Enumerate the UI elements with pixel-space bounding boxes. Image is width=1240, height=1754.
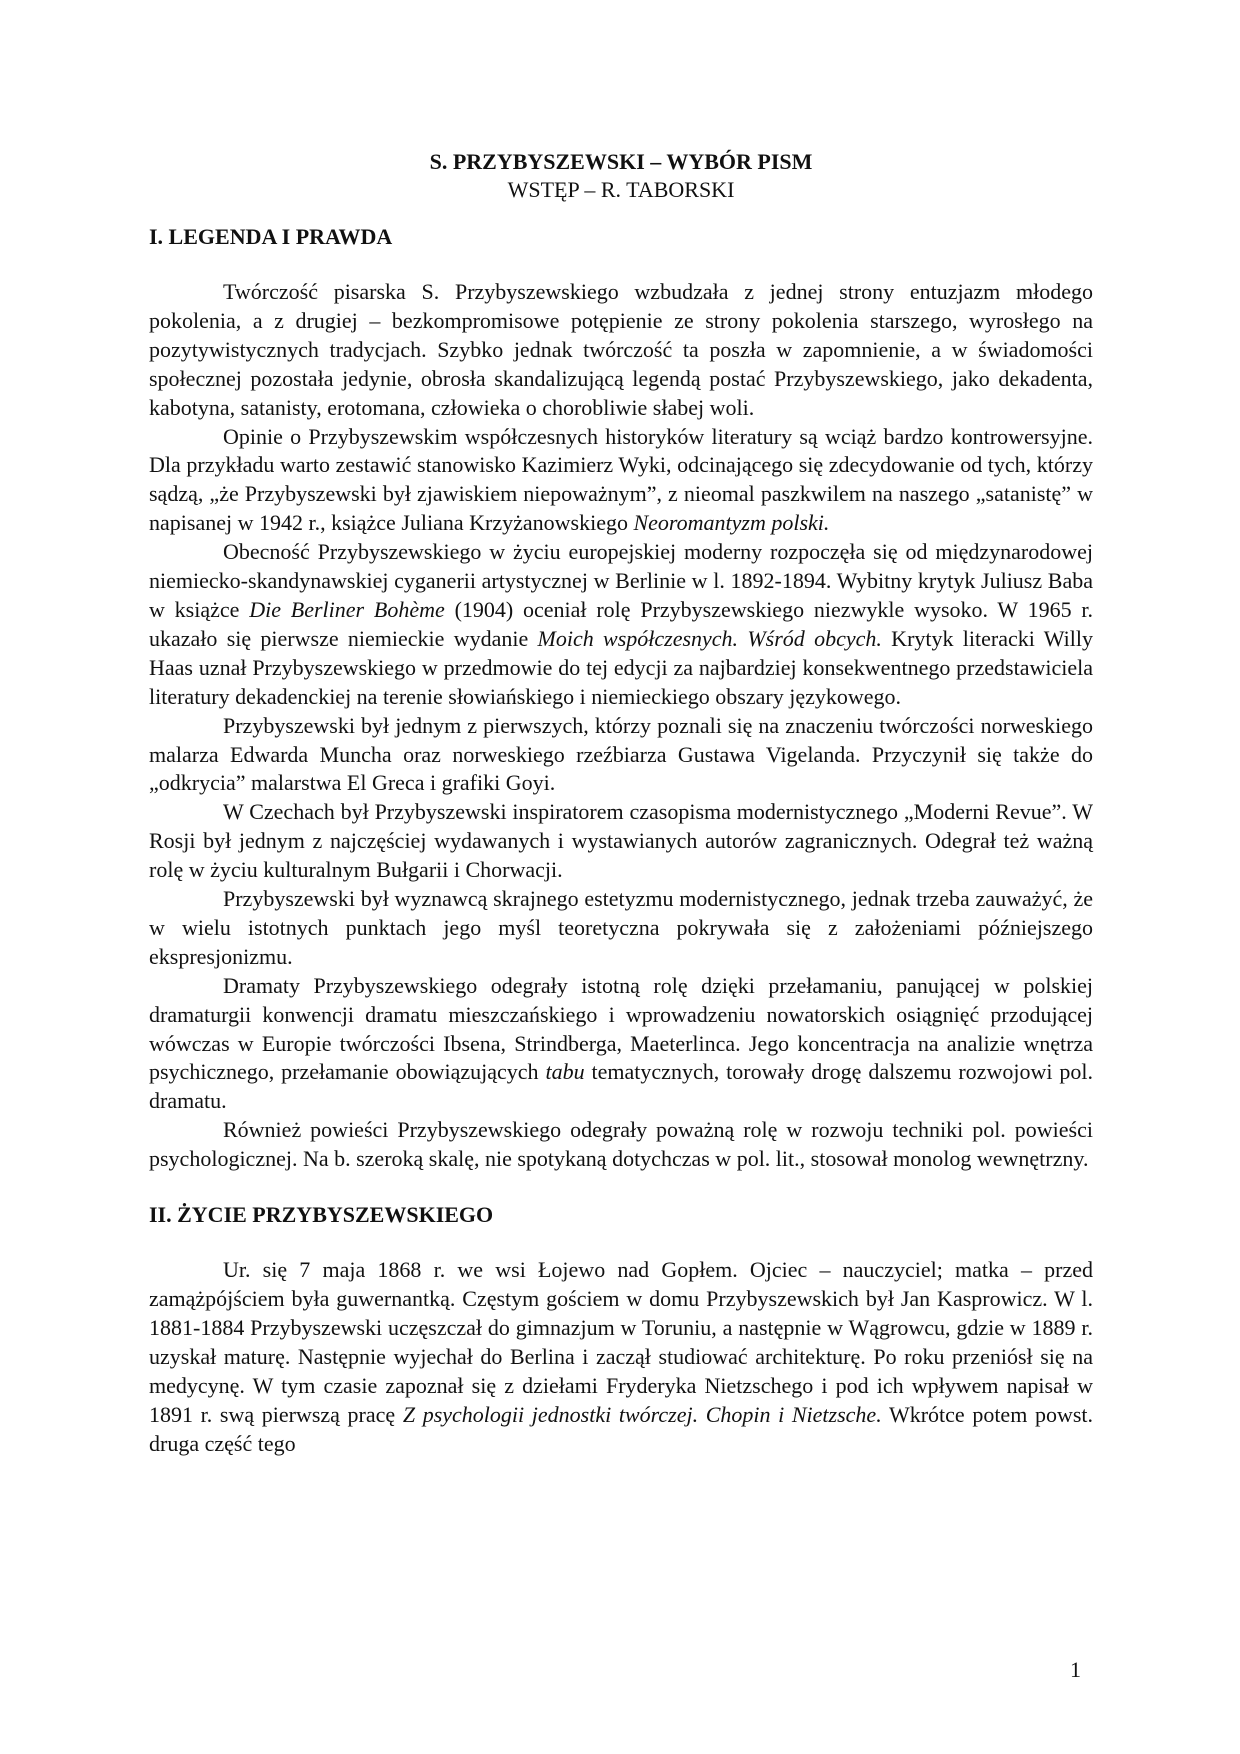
paragraph-text: Ur. się 7 maja 1868 r. we wsi Łojewo nad Gopłem. Ojciec – nauczyciel; matka – przed zamążpójściem była guwernantką. Częstym gościem w domu Przybyszewskich był Jan Kasprowicz. W l. 1881-1884 Przybyszewski uczęszczał do gimnazjum w Toruniu, a następnie w Wągrowcu, gdzie w 1889 r. uzyskał maturę. Następnie wyjechał do Berlina i zaczął studiować architekturę. Po roku przeniósł się na medycynę. W tym czasie zapoznał się z dziełami Fryderyka Nietzschego i pod ich wpływem napisał w 1891 r. swą pierwszą pracę bbox=[149, 1257, 1093, 1427]
paragraph-text: tematycznych, torowały drogę dalszemu rozwojowi pol. dramatu. bbox=[149, 1059, 1093, 1114]
italic-text: Z psychologii jednostki twórczej. Chopin i Nietzsche. bbox=[402, 1401, 882, 1427]
document-title: S. PRZYBYSZEWSKI – WYBÓR PISM bbox=[429, 149, 813, 174]
paragraph-text: (1904) oceniał rolę Przybyszewskiego niezwykle wysoko. W 1965 r. ukazało się pierwsze niemieckie wydanie bbox=[149, 596, 1094, 651]
paragraph bbox=[149, 538, 1093, 711]
section-heading: I. LEGENDA I PRAWDA bbox=[149, 224, 393, 249]
paragraph-text: Krytyk literacki Willy Haas uznał Przybyszewskiego w przedmowie do tej edycji za najbardziej konsekwentnego przedstawiciela literatury dekadenckiej na terenie słowiańskiego i niemieckiego obszary językowego. bbox=[149, 625, 1093, 709]
paragraph-text: Dramaty Przybyszewskiego odegrały istotną rolę dzięki przełamaniu, panującej w polskiej dramaturgii konwencji dramatu mieszczańskiego i wprowadzeniu nowatorskich osiągnięć przodującej wówczas w Europie twórczości Ibsena, Strindberga, Maeterlinca. Jego koncentracja na analizie wnętrza psychicznego, przełamanie obowiązujących bbox=[149, 972, 1093, 1085]
italic-text: tabu bbox=[545, 1059, 585, 1085]
page-number: 1 bbox=[1070, 1657, 1081, 1682]
section-biography bbox=[149, 1201, 1093, 1458]
paragraph-text: Wkrótce potem powst. druga część tego bbox=[149, 1401, 1094, 1456]
paragraph-text: Twórczość pisarska S. Przybyszewskiego wzbudzała z jednej strony entuzjazm młodego pokolenia, a z drugiej – bezkompromisowe potępienie ze strony pokolenia starszego, wyrosłego na pozytywistycznych tradycjach. Szybko jednak twórczość ta poszła w zapomnienie, a w świadomości społecznej pozostała jedynie, obrosła skandalizującą legendą postać Przybyszewskiego, jako dekadenta, kabotyna, satanisty, erotomana, człowieka o chorobliwie słabej woli. bbox=[149, 279, 1093, 420]
italic-text: Neoromantyzm polski. bbox=[633, 510, 830, 536]
paragraph bbox=[149, 712, 1093, 799]
paragraph bbox=[149, 972, 1093, 1117]
section-body bbox=[149, 278, 1093, 1174]
paragraph bbox=[149, 798, 1093, 885]
paragraph-text: Obecność Przybyszewskiego w życiu europejskiej moderny rozpoczęła się od międzynarodowej niemiecko-skandynawskiej cyganerii artystycznej w Berlinie w l. 1892-1894. Wybitny krytyk Juliusz Baba w książce bbox=[149, 539, 1093, 622]
paragraph bbox=[149, 885, 1093, 972]
italic-text: Moich współczesnych. Wśród obcych. bbox=[537, 625, 882, 651]
paragraph bbox=[149, 423, 1093, 539]
document-page bbox=[149, 148, 1093, 1458]
paragraph bbox=[149, 1116, 1093, 1174]
italic-text: Die Berliner Bohѐme bbox=[249, 596, 445, 622]
paragraph bbox=[149, 278, 1093, 423]
section-heading: II. ŻYCIE PRZYBYSZEWSKIEGO bbox=[149, 1202, 494, 1228]
paragraph-text: Opinie o Przybyszewskim współczesnych historyków literatury są wciąż bardzo kontrowersyjne. Dla przykładu warto zestawić stanowisko Kazimierz Wyki, odcinającego się zdecydowanie od tych, którzy sądzą, „że Przybyszewski był zjawiskiem niepoważnym”, z nieomal paszkwilem na naszego „satanistę” w napisanej w 1942 r., książce Juliana Krzyżanowskiego bbox=[149, 423, 1093, 536]
document-subtitle: WSTĘP – R. TABORSKI bbox=[507, 177, 735, 202]
section-body bbox=[149, 1256, 1093, 1458]
paragraph-text: W Czechach był Przybyszewski inspiratorem czasopisma modernistycznego „Moderni Revue”. W Rosji był jednym z najczęściej wydawanych i wystawianych autorów zagranicznych. Odegrał też ważną rolę w życiu kulturalnym Bułgarii i Chorwacji. bbox=[149, 799, 1093, 883]
paragraph-text: Przybyszewski był jednym z pierwszych, którzy poznali się na znaczeniu twórczości norweskiego malarza Edwarda Muncha oraz norweskiego rzeźbiarza Gustawa Vigelanda. Przyczynił się także do „odkrycia” malarstwa El Greca i grafiki Goyi. bbox=[149, 712, 1093, 796]
section-legend bbox=[149, 223, 1093, 1174]
paragraph-text: Przybyszewski był wyznawcą skrajnego estetyzmu modernistycznego, jednak trzeba zauważyć, że w wielu istotnych punktach jego myśl teoretyczna pokrywała się z założeniami późniejszego ekspresjonizmu. bbox=[149, 886, 1093, 969]
paragraph-text: Również powieści Przybyszewskiego odegrały poważną rolę w rozwoju techniki pol. powieści psychologicznej. Na b. szeroką skalę, nie spotykaną dotychczas w pol. lit., stosował monolog wewnętrzny. bbox=[149, 1117, 1093, 1172]
paragraph bbox=[149, 1256, 1093, 1458]
